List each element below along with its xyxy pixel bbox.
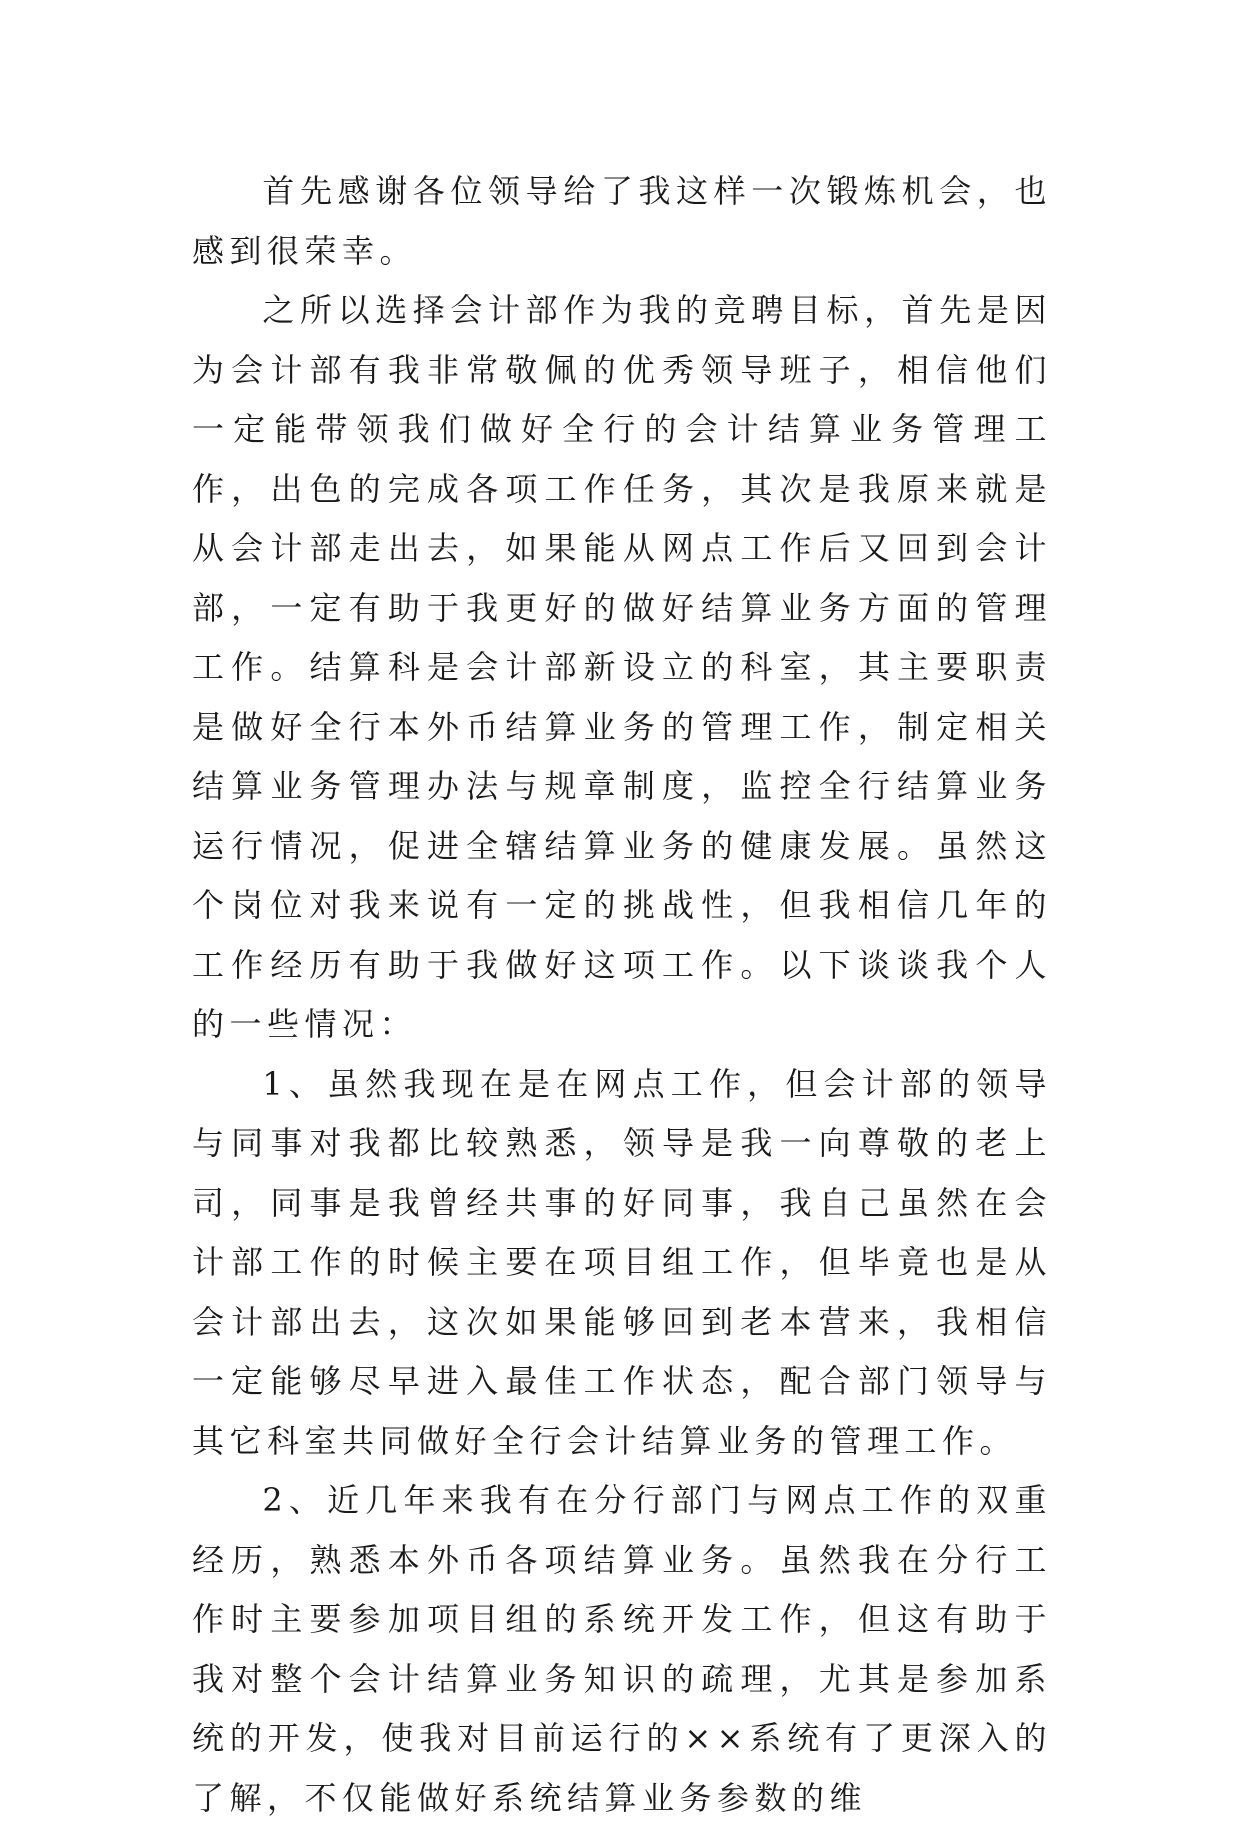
document-body xyxy=(192,162,1052,1828)
paragraph-1: 首先感谢各位领导给了我这样一次锻炼机会，也感到很荣幸。 xyxy=(192,172,1052,270)
paragraph-2: 之所以选择会计部作为我的竞聘目标，首先是因为会计部有我非常敬佩的优秀领导班子，相信他们一定能带领我们做好全行的会计结算业务管理工作，出色的完成各项工作任务，其次是我原来就是从会计部走出去，如果能从网点工作后又回到会计部，一定有助于我更好的做好结算业务方面的管理工作。结算科是会计部新设立的科室，其主要职责是做好全行本外币结算业务的管理工作，制定相关结算业务管理办法与规章制度，监控全行结算业务运行情况，促进全辖结算业务的健康发展。虽然这个岗位对我来说有一定的挑战性，但我相信几年的工作经历有助于我做好这项工作。以下谈谈我个人的一些情况： xyxy=(192,291,1052,1043)
paragraph-4: 2、近几年来我有在分行部门与网点工作的双重经历，熟悉本外币各项结算业务。虽然我在分行工作时主要参加项目组的系统开发工作，但这有助于我对整个会计结算业务知识的疏理，尤其是参加系统的开发，使我对目前运行的××系统有了更深入的了解，不仅能做好系统结算业务参数的维 xyxy=(192,1481,1052,1817)
paragraph-3: 1、虽然我现在是在网点工作，但会计部的领导与同事对我都比较熟悉，领导是我一向尊敬的老上司，同事是我曾经共事的好同事，我自己虽然在会计部工作的时候主要在项目组工作，但毕竟也是从会计部出去，这次如果能够回到老本营来，我相信一定能够尽早进入最佳工作状态，配合部门领导与其它科室共同做好全行会计结算业务的管理工作。 xyxy=(192,1064,1052,1460)
